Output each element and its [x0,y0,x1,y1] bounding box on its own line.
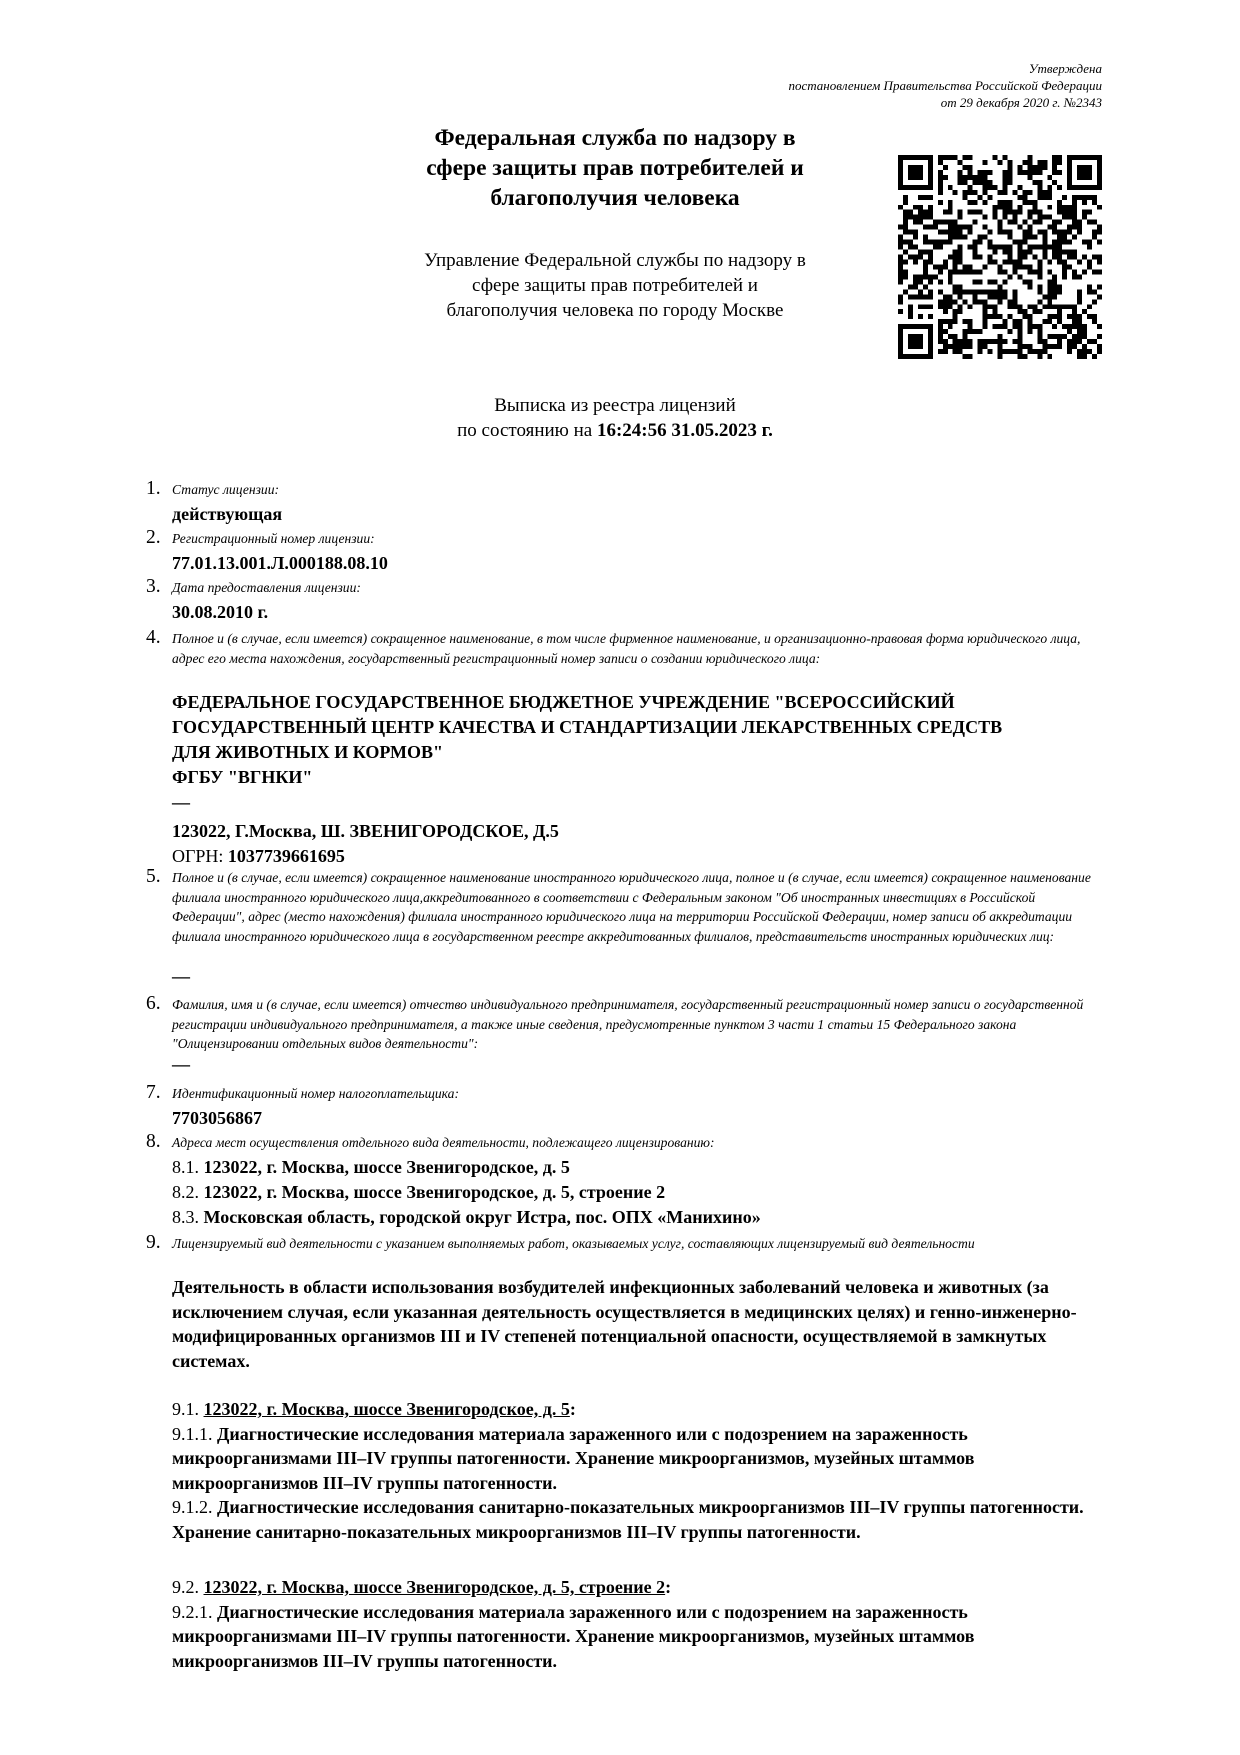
place-number: 9.2. [172,1577,199,1597]
empty-dash: — [172,1054,190,1074]
empty-dash: — [172,966,190,986]
sub-agency-line: благополучия человека по городу Москве [446,300,784,321]
place-address: 123022, г. Москва, шоссе Звенигородское, д. 5 [203,1399,570,1419]
section-number: 6. [146,993,161,1014]
approval-line-3: от 29 декабря 2020 г. №2343 [940,95,1102,110]
section-caption: Регистрационный номер лицензии: [172,531,375,546]
agency-title-line: благополучия человека [490,185,740,211]
section-caption: Дата предоставления лицензии: [172,580,361,595]
list-item-number: 8.3. [172,1207,199,1227]
organization-full-name: ФЕДЕРАЛЬНОЕ ГОСУДАРСТВЕННОЕ БЮДЖЕТНОЕ УЧРЕЖДЕНИЕ "ВСЕРОССИЙСКИЙ [172,692,955,712]
agency-title [380,123,850,213]
approval-note [788,60,1102,111]
section-caption: Лицензируемый вид деятельности с указанием выполняемых работ, оказываемых услуг, составляющих лицензируемый вид деятельности [172,1236,975,1251]
agency-title-line: сфере защиты прав потребителей и [426,155,804,181]
section-number: 1. [146,478,161,499]
section-number: 9. [146,1232,161,1253]
extract-line-1: Выписка из реестра лицензий [494,395,736,416]
section-caption: Идентификационный номер налогоплательщика: [172,1086,459,1101]
section-number: 3. [146,576,161,597]
extract-line-2 [380,418,850,443]
work-item-number: 9.1.2. [172,1497,213,1517]
section-number: 8. [146,1131,161,1152]
organization-short-name: ФГБУ "ВГНКИ" [172,767,313,787]
extract-heading [380,393,850,443]
section-number: 5. [146,866,161,887]
extract-prefix: по состоянию на [457,420,593,441]
ogrn-label: ОГРН: [172,846,224,866]
list-item-number: 8.1. [172,1157,199,1177]
organization-address: 123022, Г.Москва, Ш. ЗВЕНИГОРОДСКОЕ, Д.5 [172,821,559,841]
work-item-text: Диагностические исследования санитарно-показательных микроорганизмов III–IV группы патогенности. Хранение санитарно-показательных микроорганизмов III–IV группы патогенности. [172,1497,1084,1542]
place-heading: 9.2. 123022, г. Москва, шоссе Звенигородское, д. 5, строение 2: [172,1577,672,1597]
activity-place-2 [172,1575,1112,1673]
activity-description: Деятельность в области использования возбудителей инфекционных заболеваний человека и животных (за исключением случая, если указанная деятельность осуществляется в медицинских целях) и генно-инженерно-модифицированных организмов III и IV степеней потенциальной опасности, осуществляемой в замкнутых системах. [172,1277,1077,1371]
address-list [172,1155,1112,1230]
sub-agency-line: сфере защиты прав потребителей и [472,275,758,296]
list-item [172,1155,1112,1180]
activity-place-1 [172,1397,1112,1544]
work-item-text: Диагностические исследования материала зараженного или с подозрением на зараженность микроорганизмами III–IV группы патогенности. Хранение микроорганизмов, музейных штаммов микроорганизмов III–IV группы патогенности. [172,1423,975,1493]
license-date: 30.08.2010 г. [172,602,269,622]
work-item-number: 9.2.1. [172,1601,213,1622]
section-number: 4. [146,627,161,648]
section-caption: Статус лицензии: [172,482,280,497]
section-number: 2. [146,527,161,548]
list-item-address: 123022, г. Москва, шоссе Звенигородское, д. 5 [203,1157,570,1177]
approval-line-1: Утверждена [1028,61,1102,76]
work-item [172,1422,1112,1496]
organization-full-name: ДЛЯ ЖИВОТНЫХ И КОРМОВ" [172,742,444,762]
list-item [172,1205,1112,1230]
work-item-number: 9.1.1. [172,1423,213,1444]
qr-code-icon [898,155,1102,359]
organization-block [172,690,1112,869]
section-caption: Полное и (в случае, если имеется) сокращенное наименование иностранного юридического лица, полное и (в случае, если имеется) сокращенное наименование филиала иностранного юридического лица,аккредитованного в соответствии с Федеральным законом "Об иностранных инвестициях в Российской Федерации", адрес (место нахождения) филиала иностранного юридического лица на территории Российской Федерации, номер записи об аккредитации филиала иностранного юридического лица в государственном реестре аккредитованных филиалов, представительств иностранных юридических лиц: [172,870,1091,944]
agency-title-line: Федеральная служба по надзору в [434,125,796,151]
extract-timestamp: 16:24:56 31.05.2023 г. [596,420,773,441]
list-item [172,1180,1112,1205]
place-number: 9.1. [172,1399,199,1419]
work-item [172,1600,1112,1674]
sub-agency-line: Управление Федеральной службы по надзору в [424,250,806,271]
section-caption: Фамилия, имя и (в случае, если имеется) отчество индивидуального предпринимателя, государственный регистрационный номер записи о государственной регистрации индивидуального предпринимателя, а также иные сведения, предусмотренные пунктом 3 части 1 статьи 15 Федерального закона "Олицензировании отдельных видов деятельности": [172,997,1084,1051]
work-item [172,1495,1112,1544]
license-number: 77.01.13.001.Л.000188.08.10 [172,553,388,573]
organization-full-name: ГОСУДАРСТВЕННЫЙ ЦЕНТР КАЧЕСТВА И СТАНДАРТИЗАЦИИ ЛЕКАРСТВЕННЫХ СРЕДСТВ [172,717,1003,737]
list-item-number: 8.2. [172,1182,199,1202]
license-status: действующая [172,504,283,524]
section-caption: Адреса мест осуществления отдельного вида деятельности, подлежащего лицензированию: [172,1135,715,1150]
place-address: 123022, г. Москва, шоссе Звенигородское, д. 5, строение 2 [203,1577,666,1597]
empty-dash: — [172,792,190,812]
list-item-address: 123022, г. Москва, шоссе Звенигородское, д. 5, строение 2 [203,1182,666,1202]
ogrn-value: 1037739661695 [227,846,345,866]
place-heading: 9.1. 123022, г. Москва, шоссе Звенигородское, д. 5: [172,1399,576,1419]
section-caption: Полное и (в случае, если имеется) сокращенное наименование, в том числе фирменное наименование, и организационно-правовая форма юридического лица, адрес его места нахождения, государственный регистрационный номер записи о создании юридического лица: [172,631,1081,666]
inn-value: 7703056867 [172,1108,262,1128]
sub-agency-title [380,248,850,323]
ogrn-line [172,844,1112,869]
section-number: 7. [146,1082,161,1103]
list-item-address: Московская область, городской округ Истра, пос. ОПХ «Манихино» [203,1207,761,1227]
work-item-text: Диагностические исследования материала зараженного или с подозрением на зараженность микроорганизмами III–IV группы патогенности. Хранение микроорганизмов, музейных штаммов микроорганизмов III–IV группы патогенности. [172,1601,975,1671]
approval-line-2: постановлением Правительства Российской Федерации [788,78,1102,93]
